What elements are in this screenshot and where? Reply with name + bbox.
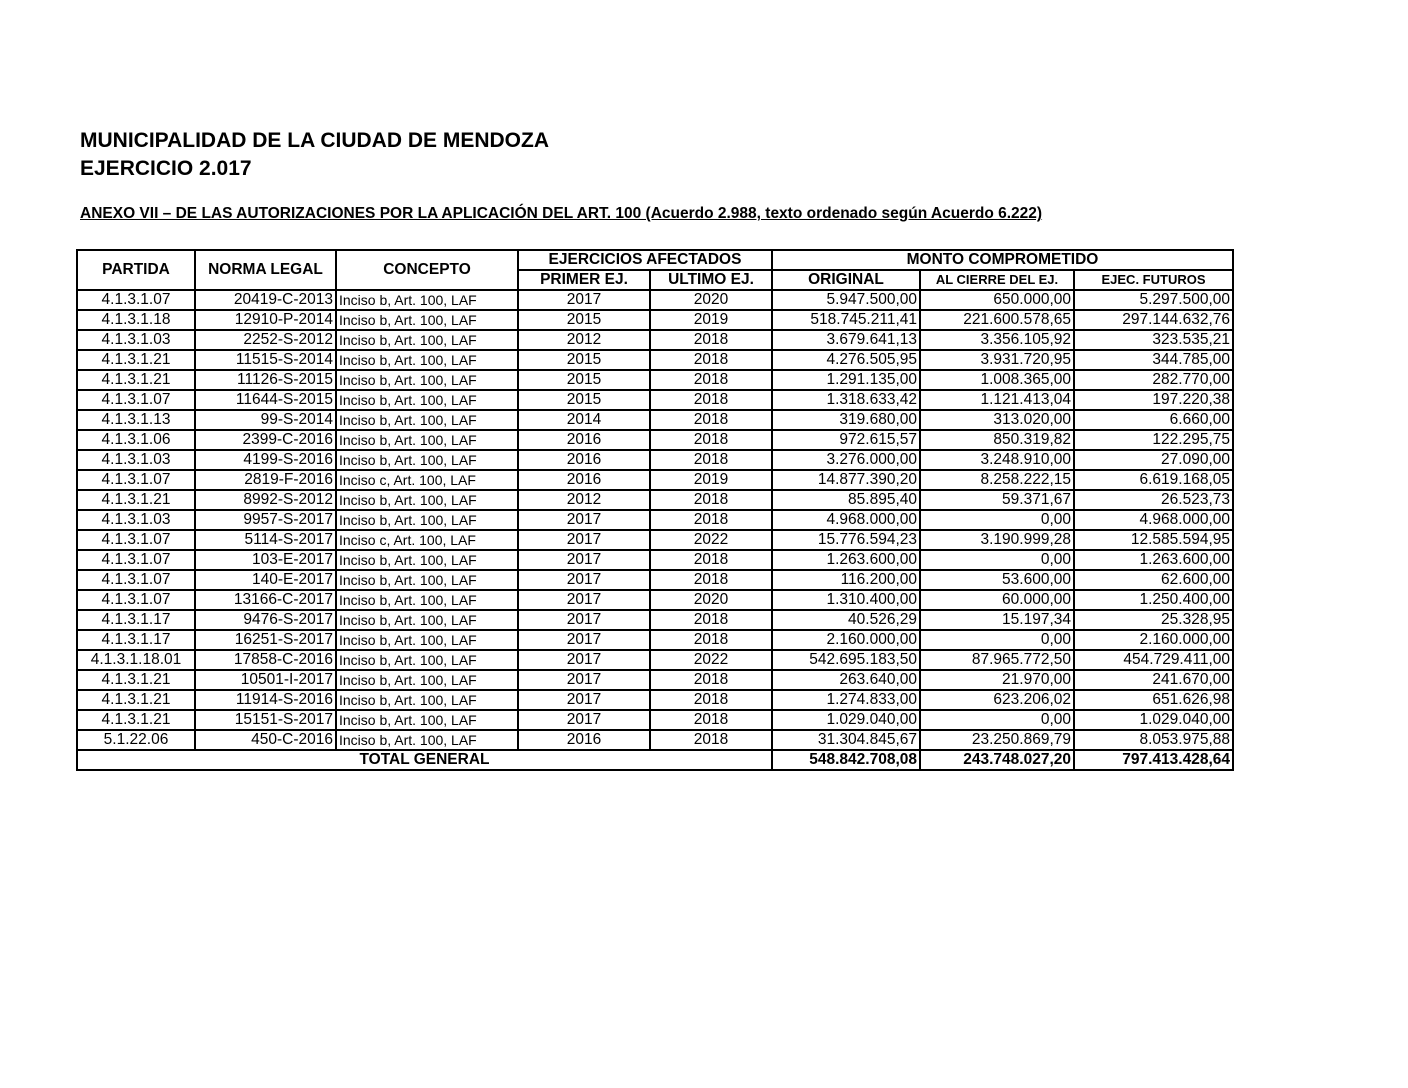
cell-norma: 11126-S-2015 bbox=[195, 370, 336, 390]
table-row bbox=[77, 290, 1233, 310]
cell-partida: 5.1.22.06 bbox=[77, 730, 195, 750]
table-row bbox=[77, 430, 1233, 450]
cell-futuros: 1.263.600,00 bbox=[1074, 550, 1233, 570]
cell-concepto: Inciso b, Art. 100, LAF bbox=[336, 350, 518, 370]
cell-concepto: Inciso b, Art. 100, LAF bbox=[336, 710, 518, 730]
cell-cierre: 23.250.869,79 bbox=[920, 730, 1074, 750]
cell-primer: 2016 bbox=[518, 450, 650, 470]
cell-norma: 450-C-2016 bbox=[195, 730, 336, 750]
cell-futuros: 6.619.168,05 bbox=[1074, 470, 1233, 490]
cell-cierre: 53.600,00 bbox=[920, 570, 1074, 590]
cell-primer: 2017 bbox=[518, 650, 650, 670]
cell-cierre: 221.600.578,65 bbox=[920, 310, 1074, 330]
cell-partida: 4.1.3.1.07 bbox=[77, 590, 195, 610]
cell-ultimo: 2019 bbox=[650, 310, 772, 330]
table-row bbox=[77, 530, 1233, 550]
header-norma-legal: NORMA LEGAL bbox=[195, 250, 336, 290]
table-row bbox=[77, 730, 1233, 750]
table-row bbox=[77, 350, 1233, 370]
cell-norma: 4199-S-2016 bbox=[195, 450, 336, 470]
cell-cierre: 0,00 bbox=[920, 630, 1074, 650]
cell-futuros: 454.729.411,00 bbox=[1074, 650, 1233, 670]
cell-ultimo: 2018 bbox=[650, 410, 772, 430]
cell-original: 3.276.000,00 bbox=[772, 450, 920, 470]
cell-original: 1.274.833,00 bbox=[772, 690, 920, 710]
header-ejec-futuros: EJEC. FUTUROS bbox=[1074, 270, 1233, 290]
cell-concepto: Inciso b, Art. 100, LAF bbox=[336, 650, 518, 670]
cell-primer: 2017 bbox=[518, 550, 650, 570]
cell-norma: 16251-S-2017 bbox=[195, 630, 336, 650]
cell-partida: 4.1.3.1.07 bbox=[77, 390, 195, 410]
cell-norma: 9476-S-2017 bbox=[195, 610, 336, 630]
table-row bbox=[77, 570, 1233, 590]
cell-original: 5.947.500,00 bbox=[772, 290, 920, 310]
cell-futuros: 5.297.500,00 bbox=[1074, 290, 1233, 310]
cell-ultimo: 2019 bbox=[650, 470, 772, 490]
cell-primer: 2017 bbox=[518, 710, 650, 730]
cell-concepto: Inciso b, Art. 100, LAF bbox=[336, 490, 518, 510]
cell-primer: 2014 bbox=[518, 410, 650, 430]
cell-concepto: Inciso b, Art. 100, LAF bbox=[336, 690, 518, 710]
cell-original: 4.968.000,00 bbox=[772, 510, 920, 530]
table-row bbox=[77, 670, 1233, 690]
annex-heading: ANEXO VII – DE LAS AUTORIZACIONES POR LA APLICACIÓN DEL ART. 100 (Acuerdo 2.988, texto ordenado según Acuerdo 6.222) bbox=[80, 205, 1043, 222]
cell-concepto: Inciso c, Art. 100, LAF bbox=[336, 530, 518, 550]
cell-cierre: 850.319,82 bbox=[920, 430, 1074, 450]
cell-original: 518.745.211,41 bbox=[772, 310, 920, 330]
cell-ultimo: 2018 bbox=[650, 430, 772, 450]
cell-futuros: 26.523,73 bbox=[1074, 490, 1233, 510]
cell-original: 263.640,00 bbox=[772, 670, 920, 690]
cell-cierre: 623.206,02 bbox=[920, 690, 1074, 710]
header-al-cierre: AL CIERRE DEL EJ. bbox=[920, 270, 1074, 290]
cell-cierre: 1.008.365,00 bbox=[920, 370, 1074, 390]
cell-futuros: 344.785,00 bbox=[1074, 350, 1233, 370]
cell-norma: 11644-S-2015 bbox=[195, 390, 336, 410]
cell-cierre: 87.965.772,50 bbox=[920, 650, 1074, 670]
cell-concepto: Inciso b, Art. 100, LAF bbox=[336, 310, 518, 330]
cell-cierre: 8.258.222,15 bbox=[920, 470, 1074, 490]
cell-ultimo: 2018 bbox=[650, 730, 772, 750]
cell-original: 2.160.000,00 bbox=[772, 630, 920, 650]
cell-original: 116.200,00 bbox=[772, 570, 920, 590]
cell-ultimo: 2018 bbox=[650, 390, 772, 410]
cell-partida: 4.1.3.1.17 bbox=[77, 630, 195, 650]
header-ejercicios-afectados: EJERCICIOS AFECTADOS bbox=[518, 250, 772, 270]
cell-primer: 2015 bbox=[518, 310, 650, 330]
cell-partida: 4.1.3.1.07 bbox=[77, 470, 195, 490]
cell-cierre: 0,00 bbox=[920, 710, 1074, 730]
document-title: MUNICIPALIDAD DE LA CIUDAD DE MENDOZA bbox=[80, 129, 549, 152]
cell-ultimo: 2022 bbox=[650, 530, 772, 550]
cell-futuros: 62.600,00 bbox=[1074, 570, 1233, 590]
header-monto-comprometido: MONTO COMPROMETIDO bbox=[772, 250, 1233, 270]
cell-original: 1.029.040,00 bbox=[772, 710, 920, 730]
cell-ultimo: 2018 bbox=[650, 710, 772, 730]
cell-ultimo: 2018 bbox=[650, 690, 772, 710]
total-row bbox=[77, 750, 1233, 770]
cell-futuros: 1.029.040,00 bbox=[1074, 710, 1233, 730]
header-primer-ej: PRIMER EJ. bbox=[518, 270, 650, 290]
cell-cierre: 3.248.910,00 bbox=[920, 450, 1074, 470]
table-row bbox=[77, 610, 1233, 630]
cell-concepto: Inciso c, Art. 100, LAF bbox=[336, 470, 518, 490]
cell-original: 3.679.641,13 bbox=[772, 330, 920, 350]
cell-partida: 4.1.3.1.18.01 bbox=[77, 650, 195, 670]
cell-norma: 2399-C-2016 bbox=[195, 430, 336, 450]
cell-cierre: 3.931.720,95 bbox=[920, 350, 1074, 370]
header-original: ORIGINAL bbox=[772, 270, 920, 290]
cell-original: 31.304.845,67 bbox=[772, 730, 920, 750]
table-row bbox=[77, 630, 1233, 650]
fiscal-year-title: EJERCICIO 2.017 bbox=[80, 157, 252, 180]
cell-concepto: Inciso b, Art. 100, LAF bbox=[336, 590, 518, 610]
cell-original: 1.310.400,00 bbox=[772, 590, 920, 610]
cell-original: 1.263.600,00 bbox=[772, 550, 920, 570]
cell-norma: 17858-C-2016 bbox=[195, 650, 336, 670]
cell-concepto: Inciso b, Art. 100, LAF bbox=[336, 370, 518, 390]
cell-original: 85.895,40 bbox=[772, 490, 920, 510]
cell-concepto: Inciso b, Art. 100, LAF bbox=[336, 430, 518, 450]
cell-partida: 4.1.3.1.07 bbox=[77, 550, 195, 570]
cell-concepto: Inciso b, Art. 100, LAF bbox=[336, 550, 518, 570]
table-row bbox=[77, 690, 1233, 710]
cell-cierre: 3.190.999,28 bbox=[920, 530, 1074, 550]
table-row bbox=[77, 590, 1233, 610]
total-label: TOTAL GENERAL bbox=[77, 750, 772, 770]
cell-original: 4.276.505,95 bbox=[772, 350, 920, 370]
cell-partida: 4.1.3.1.07 bbox=[77, 290, 195, 310]
cell-primer: 2017 bbox=[518, 670, 650, 690]
cell-primer: 2017 bbox=[518, 570, 650, 590]
cell-concepto: Inciso b, Art. 100, LAF bbox=[336, 450, 518, 470]
cell-futuros: 4.968.000,00 bbox=[1074, 510, 1233, 530]
table-row bbox=[77, 490, 1233, 510]
table-row bbox=[77, 330, 1233, 350]
cell-partida: 4.1.3.1.07 bbox=[77, 530, 195, 550]
cell-ultimo: 2018 bbox=[650, 630, 772, 650]
cell-ultimo: 2018 bbox=[650, 370, 772, 390]
header-partida: PARTIDA bbox=[77, 250, 195, 290]
cell-ultimo: 2022 bbox=[650, 650, 772, 670]
table-row bbox=[77, 470, 1233, 490]
cell-cierre: 0,00 bbox=[920, 550, 1074, 570]
cell-futuros: 197.220,38 bbox=[1074, 390, 1233, 410]
header-concepto: CONCEPTO bbox=[336, 250, 518, 290]
header-ultimo-ej: ULTIMO EJ. bbox=[650, 270, 772, 290]
cell-futuros: 122.295,75 bbox=[1074, 430, 1233, 450]
table-row bbox=[77, 510, 1233, 530]
table-row bbox=[77, 710, 1233, 730]
cell-ultimo: 2018 bbox=[650, 510, 772, 530]
cell-partida: 4.1.3.1.18 bbox=[77, 310, 195, 330]
cell-futuros: 8.053.975,88 bbox=[1074, 730, 1233, 750]
cell-cierre: 0,00 bbox=[920, 510, 1074, 530]
cell-ultimo: 2020 bbox=[650, 590, 772, 610]
cell-original: 319.680,00 bbox=[772, 410, 920, 430]
cell-concepto: Inciso b, Art. 100, LAF bbox=[336, 290, 518, 310]
cell-norma: 8992-S-2012 bbox=[195, 490, 336, 510]
cell-primer: 2016 bbox=[518, 470, 650, 490]
cell-cierre: 3.356.105,92 bbox=[920, 330, 1074, 350]
cell-ultimo: 2018 bbox=[650, 490, 772, 510]
cell-original: 972.615,57 bbox=[772, 430, 920, 450]
cell-partida: 4.1.3.1.03 bbox=[77, 330, 195, 350]
cell-partida: 4.1.3.1.21 bbox=[77, 670, 195, 690]
cell-primer: 2015 bbox=[518, 390, 650, 410]
cell-partida: 4.1.3.1.21 bbox=[77, 370, 195, 390]
cell-primer: 2015 bbox=[518, 350, 650, 370]
table-row bbox=[77, 550, 1233, 570]
cell-primer: 2017 bbox=[518, 590, 650, 610]
cell-norma: 11515-S-2014 bbox=[195, 350, 336, 370]
table-row bbox=[77, 650, 1233, 670]
cell-concepto: Inciso b, Art. 100, LAF bbox=[336, 330, 518, 350]
cell-partida: 4.1.3.1.21 bbox=[77, 350, 195, 370]
cell-primer: 2016 bbox=[518, 430, 650, 450]
cell-norma: 2252-S-2012 bbox=[195, 330, 336, 350]
cell-cierre: 15.197,34 bbox=[920, 610, 1074, 630]
cell-cierre: 1.121.413,04 bbox=[920, 390, 1074, 410]
cell-cierre: 59.371,67 bbox=[920, 490, 1074, 510]
cell-ultimo: 2018 bbox=[650, 610, 772, 630]
cell-concepto: Inciso b, Art. 100, LAF bbox=[336, 610, 518, 630]
commitments-table bbox=[76, 249, 1234, 771]
cell-concepto: Inciso b, Art. 100, LAF bbox=[336, 670, 518, 690]
cell-ultimo: 2018 bbox=[650, 350, 772, 370]
cell-norma: 9957-S-2017 bbox=[195, 510, 336, 530]
cell-futuros: 241.670,00 bbox=[1074, 670, 1233, 690]
cell-original: 40.526,29 bbox=[772, 610, 920, 630]
cell-partida: 4.1.3.1.13 bbox=[77, 410, 195, 430]
cell-ultimo: 2020 bbox=[650, 290, 772, 310]
cell-partida: 4.1.3.1.21 bbox=[77, 690, 195, 710]
cell-ultimo: 2018 bbox=[650, 450, 772, 470]
cell-futuros: 6.660,00 bbox=[1074, 410, 1233, 430]
cell-norma: 140-E-2017 bbox=[195, 570, 336, 590]
cell-partida: 4.1.3.1.03 bbox=[77, 510, 195, 530]
cell-primer: 2017 bbox=[518, 290, 650, 310]
cell-futuros: 25.328,95 bbox=[1074, 610, 1233, 630]
cell-norma: 15151-S-2017 bbox=[195, 710, 336, 730]
cell-cierre: 60.000,00 bbox=[920, 590, 1074, 610]
cell-concepto: Inciso b, Art. 100, LAF bbox=[336, 630, 518, 650]
cell-partida: 4.1.3.1.06 bbox=[77, 430, 195, 450]
cell-futuros: 2.160.000,00 bbox=[1074, 630, 1233, 650]
cell-primer: 2016 bbox=[518, 730, 650, 750]
cell-original: 1.291.135,00 bbox=[772, 370, 920, 390]
cell-norma: 5114-S-2017 bbox=[195, 530, 336, 550]
cell-norma: 10501-I-2017 bbox=[195, 670, 336, 690]
cell-cierre: 21.970,00 bbox=[920, 670, 1074, 690]
cell-primer: 2017 bbox=[518, 690, 650, 710]
cell-primer: 2012 bbox=[518, 490, 650, 510]
cell-original: 14.877.390,20 bbox=[772, 470, 920, 490]
cell-norma: 2819-F-2016 bbox=[195, 470, 336, 490]
cell-futuros: 12.585.594,95 bbox=[1074, 530, 1233, 550]
cell-original: 1.318.633,42 bbox=[772, 390, 920, 410]
table-row bbox=[77, 450, 1233, 470]
total-futuros: 797.413.428,64 bbox=[1074, 750, 1233, 770]
cell-norma: 11914-S-2016 bbox=[195, 690, 336, 710]
total-cierre: 243.748.027,20 bbox=[920, 750, 1074, 770]
cell-concepto: Inciso b, Art. 100, LAF bbox=[336, 570, 518, 590]
cell-futuros: 651.626,98 bbox=[1074, 690, 1233, 710]
cell-norma: 13166-C-2017 bbox=[195, 590, 336, 610]
cell-primer: 2017 bbox=[518, 630, 650, 650]
cell-partida: 4.1.3.1.21 bbox=[77, 490, 195, 510]
cell-ultimo: 2018 bbox=[650, 570, 772, 590]
cell-primer: 2012 bbox=[518, 330, 650, 350]
cell-norma: 12910-P-2014 bbox=[195, 310, 336, 330]
cell-ultimo: 2018 bbox=[650, 550, 772, 570]
table-row bbox=[77, 310, 1233, 330]
total-original: 548.842.708,08 bbox=[772, 750, 920, 770]
cell-cierre: 650.000,00 bbox=[920, 290, 1074, 310]
cell-concepto: Inciso b, Art. 100, LAF bbox=[336, 390, 518, 410]
cell-original: 15.776.594,23 bbox=[772, 530, 920, 550]
cell-futuros: 323.535,21 bbox=[1074, 330, 1233, 350]
cell-primer: 2017 bbox=[518, 530, 650, 550]
cell-futuros: 282.770,00 bbox=[1074, 370, 1233, 390]
cell-partida: 4.1.3.1.21 bbox=[77, 710, 195, 730]
cell-original: 542.695.183,50 bbox=[772, 650, 920, 670]
cell-futuros: 297.144.632,76 bbox=[1074, 310, 1233, 330]
cell-concepto: Inciso b, Art. 100, LAF bbox=[336, 410, 518, 430]
cell-primer: 2017 bbox=[518, 610, 650, 630]
cell-concepto: Inciso b, Art. 100, LAF bbox=[336, 510, 518, 530]
cell-ultimo: 2018 bbox=[650, 670, 772, 690]
cell-norma: 99-S-2014 bbox=[195, 410, 336, 430]
table-row bbox=[77, 370, 1233, 390]
cell-ultimo: 2018 bbox=[650, 330, 772, 350]
cell-norma: 103-E-2017 bbox=[195, 550, 336, 570]
cell-primer: 2017 bbox=[518, 510, 650, 530]
cell-partida: 4.1.3.1.03 bbox=[77, 450, 195, 470]
table-row bbox=[77, 410, 1233, 430]
cell-partida: 4.1.3.1.17 bbox=[77, 610, 195, 630]
cell-primer: 2015 bbox=[518, 370, 650, 390]
table-row bbox=[77, 390, 1233, 410]
cell-cierre: 313.020,00 bbox=[920, 410, 1074, 430]
cell-futuros: 1.250.400,00 bbox=[1074, 590, 1233, 610]
cell-futuros: 27.090,00 bbox=[1074, 450, 1233, 470]
cell-norma: 20419-C-2013 bbox=[195, 290, 336, 310]
cell-concepto: Inciso b, Art. 100, LAF bbox=[336, 730, 518, 750]
cell-partida: 4.1.3.1.07 bbox=[77, 570, 195, 590]
